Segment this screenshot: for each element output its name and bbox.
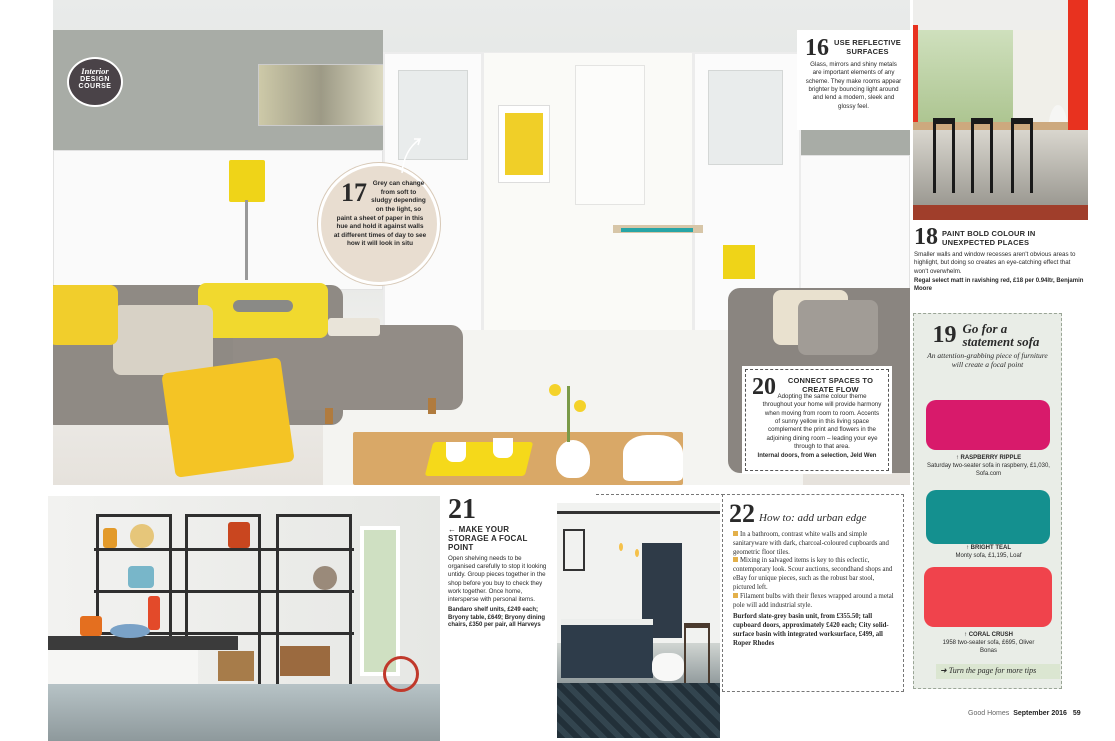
bathroom-photo xyxy=(557,503,720,738)
sofa-2-desc: Monty sofa, £1,195, Loaf xyxy=(955,552,1022,559)
tip-16-title: USE REFLECTIVE SURFACES xyxy=(834,38,901,56)
tip-17-bubble xyxy=(318,163,440,285)
tip-16-box xyxy=(797,30,910,130)
sofa-3-desc: 1958 two-seater sofa, £695, Oliver Bonas xyxy=(942,639,1035,654)
tip-18-title: PAINT BOLD COLOUR IN UNEXPECTED PLACES xyxy=(942,229,1036,247)
shelving-photo xyxy=(48,496,440,741)
footer-page-number: 59 xyxy=(1072,710,1081,717)
tip-22-bullet-1-text: In a bathroom, contrast white walls and simple sanitaryware with dark, charcoal-coloured cupboards and geometric floor tiles. xyxy=(733,531,889,556)
tip-18-body: Smaller walls and window recesses aren't obvious areas to highlight, but doing so creates an eye-catching effect that won't overwhelm. xyxy=(914,251,1076,275)
tip-21-title-text: MAKE YOUR STORAGE A FOCAL POINT xyxy=(448,525,528,553)
teal-sofa-image xyxy=(926,490,1050,544)
tip-16-number: 16 xyxy=(805,35,829,61)
footer-issue: September 2016 xyxy=(1013,710,1067,717)
footer-magazine: Good Homes xyxy=(968,710,1010,717)
tip-17-body: Grey can change from soft to sludgy depending on the light, so paint a sheet of paper in this hue and hold it against walls at different times of day to see how it will look in situ xyxy=(333,180,427,248)
coral-sofa-image xyxy=(924,567,1052,627)
badge-bottom-text: COURSE xyxy=(78,83,112,90)
tip-22-credit: Burford slate-grey basin unit, from £355.50; tall cupboard doors, approximately £420 each; City solid-surface basin with integrated worksurface, £499, all Roper Rhodes xyxy=(733,613,889,647)
tip-18-block xyxy=(914,225,1084,295)
sofa-1-desc: Saturday two-seater sofa in raspberry, £1,030, Sofa.com xyxy=(927,462,1050,477)
tip-22-title: How to: add urban edge xyxy=(759,512,867,524)
badge-middle-text: DESIGN xyxy=(80,76,110,83)
tip-20-body: Adopting the same colour theme throughout your home will provide harmony when moving from room to room. Accents of sunny yellow in this living space complement the print and flowers in the adjoining dining room – leading your eye through to that area. xyxy=(762,393,882,451)
dining-room-photo xyxy=(913,0,1088,220)
tip-20-credit: Internal doors, from a selection, Jeld Wen xyxy=(757,452,877,459)
tip-20-box xyxy=(745,369,889,471)
tip-20-title: CONNECT SPACES TO CREATE FLOW xyxy=(787,376,874,394)
tip-22-bullet-2-text: Mixing in salvaged items is key to this eclectic, contemporary look. Scour auctions, secondhand shops and eBay for unique pieces, such as the robust bar stool, pictured left. xyxy=(733,557,893,591)
tip-21-credit: Bandaro shelf units, £249 each; Bryony table, £649; Bryony dining chairs, £350 per pair, all Harveys xyxy=(448,606,546,629)
tip-20-number: 20 xyxy=(752,374,776,400)
sofa-3-caption: ↑ CORAL CRUSH 1958 two-seater sofa, £695, Oliver Bonas xyxy=(914,632,1062,655)
tip-21-body: Open shelving needs to be organised carefully to stop it looking untidy. Group pieces together in the shop before you buy to check they work together. Once home, intersperse with personal items. xyxy=(448,554,547,604)
tip-21-number: 21 xyxy=(448,494,476,525)
page-footer xyxy=(968,710,1081,717)
sofa-2-caption: ↑ BRIGHT TEAL Monty sofa, £1,195, Loaf xyxy=(914,545,1062,561)
tip-22-box xyxy=(722,494,904,692)
raspberry-sofa-image xyxy=(926,400,1050,450)
tip-21-title: ← MAKE YOUR STORAGE A FOCAL POINT xyxy=(448,525,528,553)
tip-21-block xyxy=(448,496,548,696)
badge-top-text: Interior xyxy=(81,66,109,76)
sofa-1-caption: ↑ RASPBERRY RIPPLE Saturday two-seater sofa in raspberry, £1,030, Sofa.com xyxy=(914,455,1062,478)
statement-sofa-panel xyxy=(913,313,1062,689)
tip-19-title: Go for a statement sofa xyxy=(962,321,1040,349)
tip-18-number: 18 xyxy=(914,224,938,250)
sofa-2-name: BRIGHT TEAL xyxy=(970,545,1011,551)
tip-22-bullet-2 xyxy=(733,557,897,592)
tip-17-number: 17 xyxy=(341,178,367,207)
tip-22-number: 22 xyxy=(729,499,755,528)
sofa-3-name: CORAL CRUSH xyxy=(968,632,1013,638)
sofa-1-name: RASPBERRY RIPPLE xyxy=(960,455,1022,461)
more-tips-text: Turn the page for more tips xyxy=(948,666,1037,675)
tip-19-number: 19 xyxy=(932,322,957,348)
tip-16-body: Glass, mirrors and shiny metals are important elements of any scheme. They make rooms appear brighter by bouncing light around and lend a modern, sleek and glossy feel. xyxy=(805,61,902,110)
more-tips-banner: ➜ Turn the page for more tips xyxy=(936,664,1060,679)
tip-22-bullet-3-text: Filament bulbs with their flexes wrapped around a metal pole will add industrial style. xyxy=(733,592,894,609)
arrow-icon xyxy=(398,135,428,175)
tip-19-intro: An attention-grabbing piece of furniture will create a focal point xyxy=(927,351,1048,369)
tip-22-bullet-3 xyxy=(733,593,897,611)
interior-design-badge xyxy=(67,57,123,107)
tip-22-bullet-1 xyxy=(733,531,897,557)
tip-18-credit: Regal select matt in ravishing red, £18 per 0.94ltr, Benjamin Moore xyxy=(914,278,1084,292)
